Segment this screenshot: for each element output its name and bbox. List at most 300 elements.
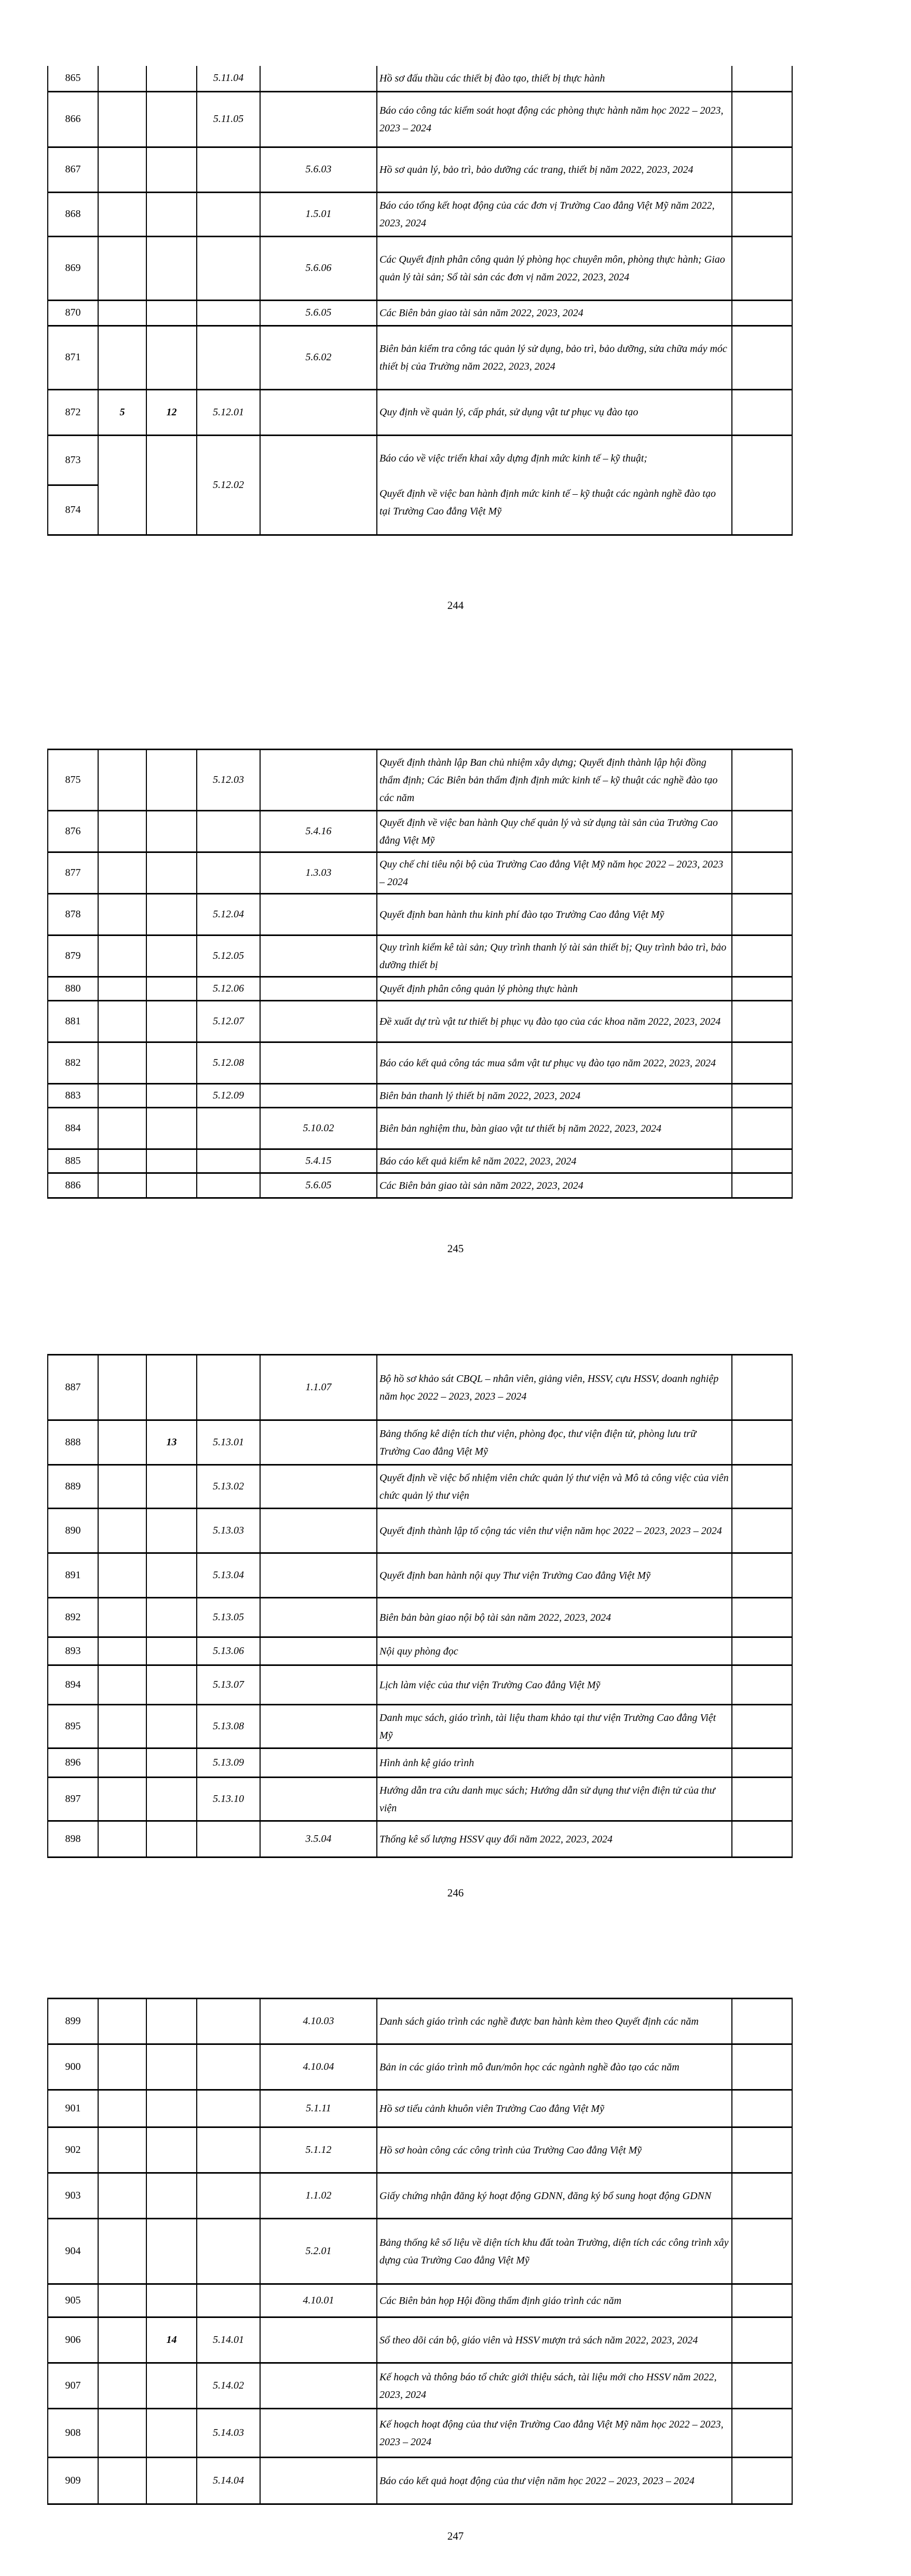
row-number-cell: 874 bbox=[48, 485, 98, 535]
subsection-number-cell bbox=[146, 1637, 197, 1665]
status-cell bbox=[732, 192, 792, 236]
table-row bbox=[48, 1420, 792, 1465]
table-row bbox=[48, 1778, 792, 1821]
section-number-cell bbox=[98, 2409, 146, 2458]
subsection-number-cell bbox=[146, 2409, 197, 2458]
description-cell: Quyết định về việc ban hành Quy chế quản lý và sử dụng tài sản của Trường Cao đẳng Việt Mỹ bbox=[377, 811, 732, 852]
section-number-cell bbox=[98, 1355, 146, 1420]
subsection-number-cell bbox=[146, 435, 197, 535]
row-number-cell: 879 bbox=[48, 936, 98, 977]
code-secondary-cell bbox=[260, 389, 377, 435]
code-secondary-cell bbox=[260, 66, 377, 91]
subsection-number-cell bbox=[146, 1778, 197, 1821]
status-cell bbox=[732, 2284, 792, 2317]
section-number-cell bbox=[98, 1637, 146, 1665]
section-number-cell bbox=[98, 936, 146, 977]
code-cell: 5.14.04 bbox=[197, 2458, 260, 2504]
subsection-number-cell bbox=[146, 236, 197, 300]
subsection-number-cell bbox=[146, 192, 197, 236]
subsection-number-cell bbox=[146, 1108, 197, 1149]
description-cell: Quy trình kiểm kê tài sản; Quy trình thanh lý tài sản thiết bị; Quy trình bảo trì, bảo dưỡng thiết bị bbox=[377, 936, 732, 977]
row-number-cell: 906 bbox=[48, 2317, 98, 2363]
row-number-cell: 886 bbox=[48, 1173, 98, 1198]
section-number-cell bbox=[98, 977, 146, 1001]
description-cell: Quyết định về việc bổ nhiệm viên chức quản lý thư viện và Mô tả công việc của viên chức quản lý thư viện bbox=[377, 1465, 732, 1509]
code-cell bbox=[197, 811, 260, 852]
section-number-cell bbox=[98, 2363, 146, 2409]
description-paragraph: Quyết định về việc ban hành định mức kinh tế – kỹ thuật các ngành nghề đào tạo tại Trường Cao đẳng Việt Mỹ bbox=[379, 488, 716, 517]
code-secondary-cell bbox=[260, 1598, 377, 1637]
row-number-cell: 891 bbox=[48, 1553, 98, 1598]
code-cell bbox=[197, 300, 260, 326]
code-cell: 5.12.06 bbox=[197, 977, 260, 1001]
row-number-cell: 889 bbox=[48, 1465, 98, 1509]
code-cell: 5.13.07 bbox=[197, 1665, 260, 1705]
code-cell: 5.13.03 bbox=[197, 1509, 260, 1553]
table-row bbox=[48, 192, 792, 236]
records-table bbox=[47, 1998, 793, 2505]
code-cell: 5.12.09 bbox=[197, 1084, 260, 1108]
description-cell: Báo cáo kết quả công tác mua sắm vật tư phục vụ đào tạo năm 2022, 2023, 2024 bbox=[377, 1042, 732, 1084]
subsection-number-cell bbox=[146, 1821, 197, 1858]
code-secondary-cell bbox=[260, 1084, 377, 1108]
description-cell: Thống kê số lượng HSSV quy đổi năm 2022, 2023, 2024 bbox=[377, 1821, 732, 1858]
table-row bbox=[48, 1637, 792, 1665]
table-row bbox=[48, 1355, 792, 1420]
row-number-cell: 871 bbox=[48, 326, 98, 389]
description-cell: Các Quyết định phân công quản lý phòng học chuyên môn, phòng thực hành; Giao quản lý tài sản; Sổ tài sản các đơn vị năm 2022, 2023, 2024 bbox=[377, 236, 732, 300]
subsection-number-cell bbox=[146, 1748, 197, 1778]
section-number-cell bbox=[98, 1665, 146, 1705]
table-row bbox=[48, 2219, 792, 2284]
code-cell bbox=[197, 1173, 260, 1198]
code-secondary-cell: 1.3.03 bbox=[260, 852, 377, 894]
code-secondary-cell bbox=[260, 1778, 377, 1821]
section-number-cell bbox=[98, 435, 146, 535]
code-cell bbox=[197, 2219, 260, 2284]
row-number-cell: 872 bbox=[48, 389, 98, 435]
code-cell bbox=[197, 1355, 260, 1420]
subsection-number-cell bbox=[146, 894, 197, 936]
status-cell bbox=[732, 811, 792, 852]
description-cell: Báo cáo kết quả hoạt động của thư viện năm học 2022 – 2023, 2023 – 2024 bbox=[377, 2458, 732, 2504]
code-secondary-cell bbox=[260, 894, 377, 936]
row-number-cell: 903 bbox=[48, 2173, 98, 2219]
description-cell: Quyết định ban hành nội quy Thư viện Trường Cao đẳng Việt Mỹ bbox=[377, 1553, 732, 1598]
description-paragraph: Báo cáo về việc triển khai xây dựng định mức kinh tế – kỹ thuật; bbox=[379, 453, 648, 464]
table-row bbox=[48, 147, 792, 192]
row-number-cell: 898 bbox=[48, 1821, 98, 1858]
section-number-cell bbox=[98, 1778, 146, 1821]
table-row bbox=[48, 236, 792, 300]
section-number-cell bbox=[98, 811, 146, 852]
section-number-cell bbox=[98, 1173, 146, 1198]
code-cell bbox=[197, 1999, 260, 2044]
code-cell bbox=[197, 147, 260, 192]
code-cell bbox=[197, 2090, 260, 2127]
code-secondary-cell: 4.10.01 bbox=[260, 2284, 377, 2317]
table-row bbox=[48, 1598, 792, 1637]
subsection-number-cell bbox=[146, 936, 197, 977]
code-cell bbox=[197, 1108, 260, 1149]
table-row bbox=[48, 2284, 792, 2317]
code-cell bbox=[197, 1821, 260, 1858]
section-number-cell bbox=[98, 2317, 146, 2363]
subsection-number-cell bbox=[146, 852, 197, 894]
subsection-number-cell bbox=[146, 2219, 197, 2284]
section-number-cell bbox=[98, 300, 146, 326]
page-number: 245 bbox=[447, 1242, 464, 1255]
subsection-number-cell bbox=[146, 1149, 197, 1173]
page-number: 246 bbox=[447, 1887, 464, 1899]
status-cell bbox=[732, 2363, 792, 2409]
subsection-number-cell bbox=[146, 326, 197, 389]
status-cell bbox=[732, 1665, 792, 1705]
subsection-number-cell bbox=[146, 977, 197, 1001]
row-number-cell: 873 bbox=[48, 435, 98, 485]
section-number-cell bbox=[98, 1509, 146, 1553]
code-secondary-cell bbox=[260, 1042, 377, 1084]
subsection-number-cell bbox=[146, 1465, 197, 1509]
description-cell: Hồ sơ tiểu cảnh khuôn viên Trường Cao đẳng Việt Mỹ bbox=[377, 2090, 732, 2127]
code-secondary-cell bbox=[260, 2363, 377, 2409]
status-cell bbox=[732, 750, 792, 811]
row-number-cell: 907 bbox=[48, 2363, 98, 2409]
row-number-cell: 892 bbox=[48, 1598, 98, 1637]
row-number-cell: 878 bbox=[48, 894, 98, 936]
code-cell: 5.12.02 bbox=[197, 435, 260, 535]
subsection-number-cell bbox=[146, 66, 197, 91]
row-number-cell: 868 bbox=[48, 192, 98, 236]
table-row bbox=[48, 1705, 792, 1748]
subsection-number-cell bbox=[146, 1705, 197, 1748]
code-secondary-cell: 1.5.01 bbox=[260, 192, 377, 236]
subsection-number-cell bbox=[146, 300, 197, 326]
section-number-cell bbox=[98, 1042, 146, 1084]
row-number-cell: 895 bbox=[48, 1705, 98, 1748]
code-cell: 5.13.01 bbox=[197, 1420, 260, 1465]
table-row bbox=[48, 2090, 792, 2127]
status-cell bbox=[732, 1705, 792, 1748]
status-cell bbox=[732, 389, 792, 435]
code-secondary-cell: 3.5.04 bbox=[260, 1821, 377, 1858]
code-cell bbox=[197, 2284, 260, 2317]
section-number-cell bbox=[98, 2284, 146, 2317]
table-row bbox=[48, 2409, 792, 2458]
subsection-number-cell: 12 bbox=[146, 389, 197, 435]
code-cell bbox=[197, 2173, 260, 2219]
code-secondary-cell: 1.1.07 bbox=[260, 1355, 377, 1420]
row-number-cell: 885 bbox=[48, 1149, 98, 1173]
section-number-cell bbox=[98, 894, 146, 936]
status-cell bbox=[732, 2173, 792, 2219]
row-number-cell: 899 bbox=[48, 1999, 98, 2044]
section-number-cell bbox=[98, 1598, 146, 1637]
description-cell: Biên bản thanh lý thiết bị năm 2022, 2023, 2024 bbox=[377, 1084, 732, 1108]
row-number-cell: 909 bbox=[48, 2458, 98, 2504]
description-cell: Bản in các giáo trình mô đun/môn học các ngành nghề đào tạo các năm bbox=[377, 2044, 732, 2090]
table-row bbox=[48, 300, 792, 326]
code-cell: 5.13.09 bbox=[197, 1748, 260, 1778]
status-cell bbox=[732, 1001, 792, 1042]
code-secondary-cell bbox=[260, 2317, 377, 2363]
status-cell bbox=[732, 2409, 792, 2458]
subsection-number-cell bbox=[146, 1509, 197, 1553]
row-number-cell: 883 bbox=[48, 1084, 98, 1108]
table-row bbox=[48, 2127, 792, 2173]
description-cell: Quyết định phân công quản lý phòng thực hành bbox=[377, 977, 732, 1001]
code-cell bbox=[197, 1149, 260, 1173]
subsection-number-cell bbox=[146, 1665, 197, 1705]
section-number-cell bbox=[98, 147, 146, 192]
section-number-cell bbox=[98, 2127, 146, 2173]
table-row bbox=[48, 1999, 792, 2044]
description-cell: Danh sách giáo trình các nghề được ban hành kèm theo Quyết định các năm bbox=[377, 1999, 732, 2044]
code-cell bbox=[197, 326, 260, 389]
status-cell bbox=[732, 1821, 792, 1858]
code-secondary-cell bbox=[260, 91, 377, 147]
table-row bbox=[48, 1553, 792, 1598]
description-cell: Bảng thống kê số liệu về diện tích khu đất toàn Trường, diện tích các công trình xây dựng của Trường Cao đẳng Việt Mỹ bbox=[377, 2219, 732, 2284]
row-number-cell: 884 bbox=[48, 1108, 98, 1149]
status-cell bbox=[732, 66, 792, 91]
subsection-number-cell bbox=[146, 2458, 197, 2504]
description-cell: Biên bản nghiệm thu, bàn giao vật tư thiết bị năm 2022, 2023, 2024 bbox=[377, 1108, 732, 1149]
table-row bbox=[48, 1821, 792, 1858]
description-cell: Nội quy phòng đọc bbox=[377, 1637, 732, 1665]
table-row bbox=[48, 2173, 792, 2219]
description-cell: Biên bản bàn giao nội bộ tài sản năm 2022, 2023, 2024 bbox=[377, 1598, 732, 1637]
records-table bbox=[47, 1354, 793, 1858]
description-cell: Kế hoạch hoạt động của thư viện Trường Cao đẳng Việt Mỹ năm học 2022 – 2023, 2023 – 2024 bbox=[377, 2409, 732, 2458]
section-number-cell bbox=[98, 2044, 146, 2090]
description-cell: Báo cáo kết quả kiểm kê năm 2022, 2023, 2024 bbox=[377, 1149, 732, 1173]
code-secondary-cell bbox=[260, 1420, 377, 1465]
description-cell: Các Biên bản giao tài sản năm 2022, 2023, 2024 bbox=[377, 300, 732, 326]
status-cell bbox=[732, 1084, 792, 1108]
description-cell: Danh mục sách, giáo trình, tài liệu tham khảo tại thư viện Trường Cao đẳng Việt Mỹ bbox=[377, 1705, 732, 1748]
subsection-number-cell bbox=[146, 1084, 197, 1108]
table-row bbox=[48, 1665, 792, 1705]
description-cell: Báo cáo tổng kết hoạt động của các đơn vị Trường Cao đẳng Việt Mỹ năm 2022, 2023, 2024 bbox=[377, 192, 732, 236]
subsection-number-cell bbox=[146, 2363, 197, 2409]
code-secondary-cell: 5.4.16 bbox=[260, 811, 377, 852]
code-cell bbox=[197, 2127, 260, 2173]
code-cell: 5.12.03 bbox=[197, 750, 260, 811]
status-cell bbox=[732, 1553, 792, 1598]
table-row bbox=[48, 936, 792, 977]
description-cell: Bộ hồ sơ khảo sát CBQL – nhân viên, giảng viên, HSSV, cựu HSSV, doanh nghiệp năm học 2022 – 2023, 2023 – 2024 bbox=[377, 1355, 732, 1420]
row-number-cell: 877 bbox=[48, 852, 98, 894]
description-cell: Hồ sơ hoàn công các công trình của Trường Cao đẳng Việt Mỹ bbox=[377, 2127, 732, 2173]
description-cell: Quyết định ban hành thu kinh phí đào tạo Trường Cao đẳng Việt Mỹ bbox=[377, 894, 732, 936]
section-number-cell bbox=[98, 1108, 146, 1149]
code-secondary-cell bbox=[260, 1705, 377, 1748]
table-row bbox=[48, 66, 792, 91]
description-cell: Giấy chứng nhận đăng ký hoạt động GDNN, đăng ký bổ sung hoạt động GDNN bbox=[377, 2173, 732, 2219]
subsection-number-cell bbox=[146, 1999, 197, 2044]
table-row bbox=[48, 894, 792, 936]
row-number-cell: 894 bbox=[48, 1665, 98, 1705]
code-secondary-cell: 5.6.06 bbox=[260, 236, 377, 300]
table-row bbox=[48, 1042, 792, 1084]
description-cell: Sổ theo dõi cán bộ, giáo viên và HSSV mượn trả sách năm 2022, 2023, 2024 bbox=[377, 2317, 732, 2363]
status-cell bbox=[732, 936, 792, 977]
status-cell bbox=[732, 91, 792, 147]
status-cell bbox=[732, 2317, 792, 2363]
code-secondary-cell bbox=[260, 977, 377, 1001]
description-cell: Hướng dẫn tra cứu danh mục sách; Hướng dẫn sử dụng thư viện điện tử của thư viện bbox=[377, 1778, 732, 1821]
subsection-number-cell bbox=[146, 750, 197, 811]
status-cell bbox=[732, 1173, 792, 1198]
section-number-cell bbox=[98, 2219, 146, 2284]
section-number-cell bbox=[98, 1999, 146, 2044]
description-cell bbox=[377, 435, 732, 535]
status-cell bbox=[732, 1748, 792, 1778]
subsection-number-cell bbox=[146, 1001, 197, 1042]
description-cell: Quy chế chi tiêu nội bộ của Trường Cao đẳng Việt Mỹ năm học 2022 – 2023, 2023 – 2024 bbox=[377, 852, 732, 894]
code-secondary-cell bbox=[260, 1509, 377, 1553]
section-number-cell bbox=[98, 1821, 146, 1858]
row-number-cell: 867 bbox=[48, 147, 98, 192]
status-cell bbox=[732, 326, 792, 389]
table-row bbox=[48, 1465, 792, 1509]
code-secondary-cell bbox=[260, 936, 377, 977]
section-number-cell bbox=[98, 192, 146, 236]
records-table-page-244 bbox=[47, 66, 793, 536]
records-table bbox=[47, 66, 793, 536]
row-number-cell: 870 bbox=[48, 300, 98, 326]
row-number-cell: 901 bbox=[48, 2090, 98, 2127]
code-secondary-cell bbox=[260, 2458, 377, 2504]
code-secondary-cell bbox=[260, 1637, 377, 1665]
row-number-cell: 893 bbox=[48, 1637, 98, 1665]
row-number-cell: 890 bbox=[48, 1509, 98, 1553]
section-number-cell bbox=[98, 1001, 146, 1042]
code-cell: 5.12.07 bbox=[197, 1001, 260, 1042]
status-cell bbox=[732, 2044, 792, 2090]
code-cell bbox=[197, 852, 260, 894]
code-secondary-cell: 5.6.03 bbox=[260, 147, 377, 192]
subsection-number-cell bbox=[146, 1553, 197, 1598]
code-secondary-cell bbox=[260, 1465, 377, 1509]
subsection-number-cell bbox=[146, 2127, 197, 2173]
code-cell: 5.11.04 bbox=[197, 66, 260, 91]
subsection-number-cell bbox=[146, 147, 197, 192]
row-number-cell: 865 bbox=[48, 66, 98, 91]
section-number-cell bbox=[98, 2173, 146, 2219]
row-number-cell: 904 bbox=[48, 2219, 98, 2284]
table-row bbox=[48, 91, 792, 147]
section-number-cell bbox=[98, 1420, 146, 1465]
code-secondary-cell bbox=[260, 1665, 377, 1705]
subsection-number-cell bbox=[146, 2090, 197, 2127]
code-cell: 5.13.05 bbox=[197, 1598, 260, 1637]
code-cell bbox=[197, 236, 260, 300]
section-number-cell bbox=[98, 1149, 146, 1173]
section-number-cell bbox=[98, 1465, 146, 1509]
description-cell: Các Biên bản giao tài sản năm 2022, 2023, 2024 bbox=[377, 1173, 732, 1198]
code-cell: 5.13.08 bbox=[197, 1705, 260, 1748]
status-cell bbox=[732, 2458, 792, 2504]
status-cell bbox=[732, 1509, 792, 1553]
code-secondary-cell bbox=[260, 1748, 377, 1778]
table-row bbox=[48, 852, 792, 894]
page-number: 244 bbox=[447, 599, 464, 612]
table-row bbox=[48, 1509, 792, 1553]
subsection-number-cell: 13 bbox=[146, 1420, 197, 1465]
row-number-cell: 875 bbox=[48, 750, 98, 811]
description-cell: Lịch làm việc của thư viện Trường Cao đẳng Việt Mỹ bbox=[377, 1665, 732, 1705]
code-secondary-cell: 5.6.05 bbox=[260, 1173, 377, 1198]
status-cell bbox=[732, 300, 792, 326]
row-number-cell: 882 bbox=[48, 1042, 98, 1084]
code-secondary-cell bbox=[260, 1553, 377, 1598]
code-secondary-cell: 4.10.03 bbox=[260, 1999, 377, 2044]
description-cell: Hình ảnh kệ giáo trình bbox=[377, 1748, 732, 1778]
status-cell bbox=[732, 1420, 792, 1465]
table-row bbox=[48, 1748, 792, 1778]
code-cell: 5.13.02 bbox=[197, 1465, 260, 1509]
status-cell bbox=[732, 1108, 792, 1149]
subsection-number-cell bbox=[146, 1042, 197, 1084]
code-cell: 5.14.01 bbox=[197, 2317, 260, 2363]
description-cell: Quyết định thành lập tổ cộng tác viên thư viện năm học 2022 – 2023, 2023 – 2024 bbox=[377, 1509, 732, 1553]
section-number-cell bbox=[98, 236, 146, 300]
code-secondary-cell bbox=[260, 750, 377, 811]
code-cell: 5.13.10 bbox=[197, 1778, 260, 1821]
code-cell: 5.14.03 bbox=[197, 2409, 260, 2458]
subsection-number-cell bbox=[146, 811, 197, 852]
code-secondary-cell: 5.2.01 bbox=[260, 2219, 377, 2284]
subsection-number-cell bbox=[146, 2044, 197, 2090]
section-number-cell bbox=[98, 1084, 146, 1108]
row-number-cell: 880 bbox=[48, 977, 98, 1001]
code-secondary-cell: 4.10.04 bbox=[260, 2044, 377, 2090]
description-cell: Báo cáo công tác kiểm soát hoạt động các phòng thực hành năm học 2022 – 2023, 2023 – 2024 bbox=[377, 91, 732, 147]
section-number-cell bbox=[98, 1748, 146, 1778]
section-number-cell bbox=[98, 326, 146, 389]
records-table-page-246 bbox=[47, 1354, 793, 1858]
subsection-number-cell bbox=[146, 1355, 197, 1420]
subsection-number-cell bbox=[146, 91, 197, 147]
table-row bbox=[48, 811, 792, 852]
description-cell: Quyết định thành lập Ban chủ nhiệm xây dựng; Quyết định thành lập hội đồng thẩm định; Các Biên bản thẩm định định mức kinh tế – kỹ thuật các nghề đào tạo các năm bbox=[377, 750, 732, 811]
section-number-cell bbox=[98, 1705, 146, 1748]
code-secondary-cell bbox=[260, 435, 377, 535]
status-cell bbox=[732, 236, 792, 300]
table-row bbox=[48, 1084, 792, 1108]
code-cell bbox=[197, 192, 260, 236]
section-number-cell bbox=[98, 1553, 146, 1598]
section-number-cell bbox=[98, 2458, 146, 2504]
code-secondary-cell bbox=[260, 1001, 377, 1042]
row-number-cell: 887 bbox=[48, 1355, 98, 1420]
code-secondary-cell: 5.6.02 bbox=[260, 326, 377, 389]
status-cell bbox=[732, 147, 792, 192]
section-number-cell bbox=[98, 2090, 146, 2127]
description-cell: Đề xuất dự trù vật tư thiết bị phục vụ đào tạo của các khoa năm 2022, 2023, 2024 bbox=[377, 1001, 732, 1042]
table-row bbox=[48, 2044, 792, 2090]
subsection-number-cell bbox=[146, 2173, 197, 2219]
code-secondary-cell: 5.1.12 bbox=[260, 2127, 377, 2173]
table-row bbox=[48, 389, 792, 435]
table-row bbox=[48, 1108, 792, 1149]
table-row bbox=[48, 750, 792, 811]
status-cell bbox=[732, 2127, 792, 2173]
row-number-cell: 881 bbox=[48, 1001, 98, 1042]
row-number-cell: 866 bbox=[48, 91, 98, 147]
